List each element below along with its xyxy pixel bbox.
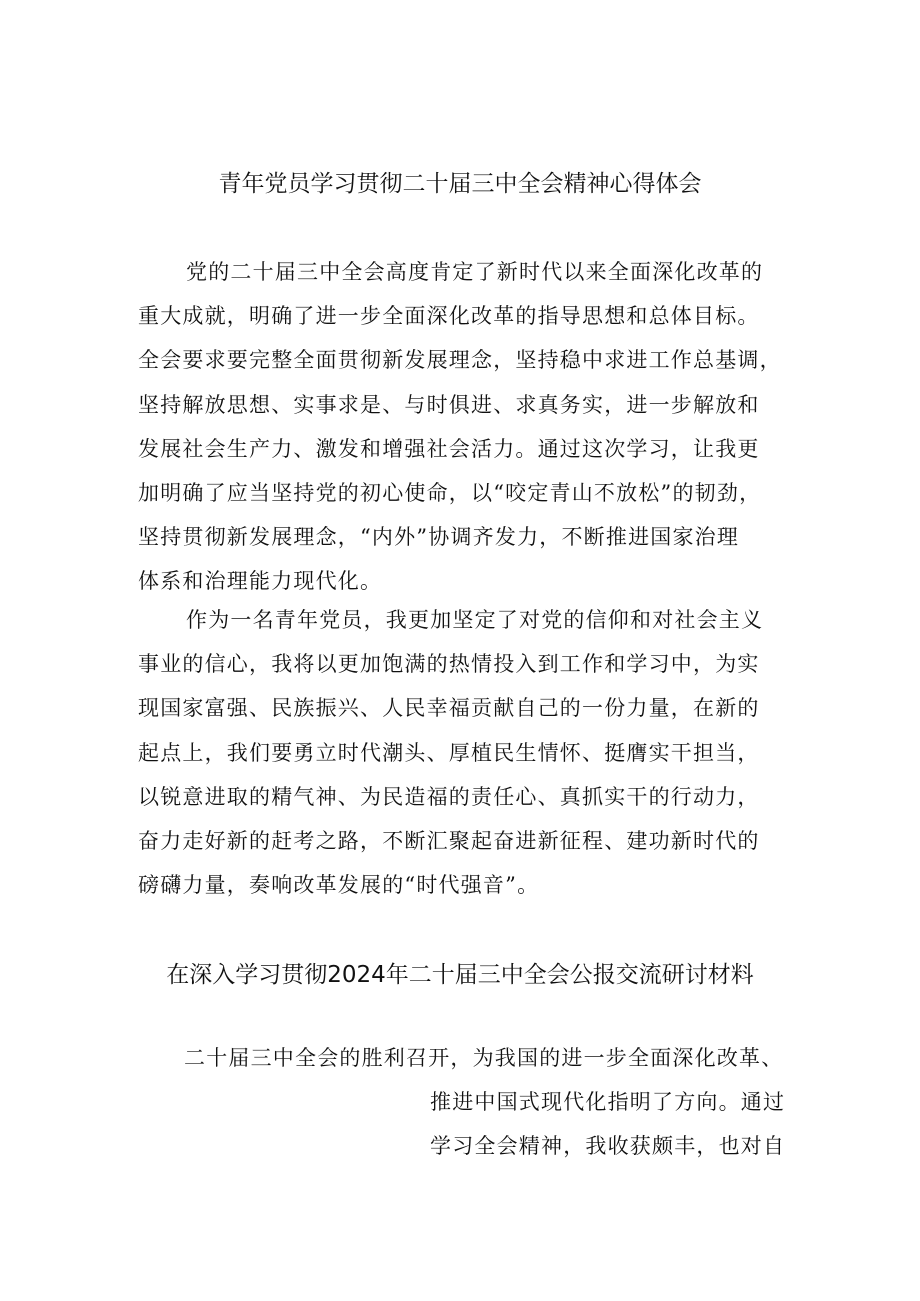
paragraph-line: 作为一名青年党员，我更加坚定了对党的信仰和对社会主义 xyxy=(186,608,764,632)
article-1-paragraph-2 xyxy=(138,598,798,907)
article-2-title: 在深入学习贯彻2024年二十届三中全会公报交流研讨材料 xyxy=(166,962,754,988)
paragraph-line: 体系和治理能力现代化。 xyxy=(138,569,383,594)
paragraph-line: 起点上，我们要勇立时代潮头、厚植民生情怀、挺膺实干担当， xyxy=(138,740,760,765)
paragraph-line: 坚持贯彻新发展理念，“内外”协调齐发力，不断推进国家治理 xyxy=(138,525,740,550)
paragraph-line: 奋力走好新的赶考之路，不断汇聚起奋进新征程、建功新时代的 xyxy=(138,828,760,853)
article-2-paragraph-1 xyxy=(184,1036,824,1169)
paragraph-line: 重大成就，明确了进一步全面深化改革的指导思想和总体目标。 xyxy=(138,304,760,329)
paragraph-line: 加明确了应当坚持党的初心使命，以“咬定青山不放松”的韧劲， xyxy=(138,480,762,505)
article-1-title: 青年党员学习贯彻二十届三中全会精神心得体会 xyxy=(218,171,702,197)
paragraph-line: 二十届三中全会的胜利召开，为我国的进一步全面深化改革、 xyxy=(184,1046,784,1070)
paragraph-line: 发展社会生产力、激发和增强社会活力。通过这次学习，让我更 xyxy=(138,436,760,461)
paragraph-line: 学习全会精神，我收获颇丰，也对自 xyxy=(430,1134,786,1159)
paragraph-line: 以锐意进取的精气神、为民造福的责任心、真抓实干的行动力， xyxy=(138,784,760,809)
paragraph-line: 现国家富强、民族振兴、人民幸福贡献自己的一份力量，在新的 xyxy=(138,696,760,721)
paragraph-line: 全会要求要完整全面贯彻新发展理念，坚持稳中求进工作总基调， xyxy=(138,348,782,373)
paragraph-line: 磅礴力量，奏响改革发展的“时代强音”。 xyxy=(138,873,540,898)
article-1-paragraph-1 xyxy=(138,250,798,604)
paragraph-line: 事业的信心，我将以更加饱满的热情投入到工作和学习中，为实 xyxy=(138,652,760,677)
paragraph-line: 推进中国式现代化指明了方向。通过 xyxy=(430,1090,786,1115)
paragraph-line: 坚持解放思想、实事求是、与时俱进、求真务实，进一步解放和 xyxy=(138,392,760,417)
paragraph-line: 党的二十届三中全会高度肯定了新时代以来全面深化改革的 xyxy=(186,260,764,284)
